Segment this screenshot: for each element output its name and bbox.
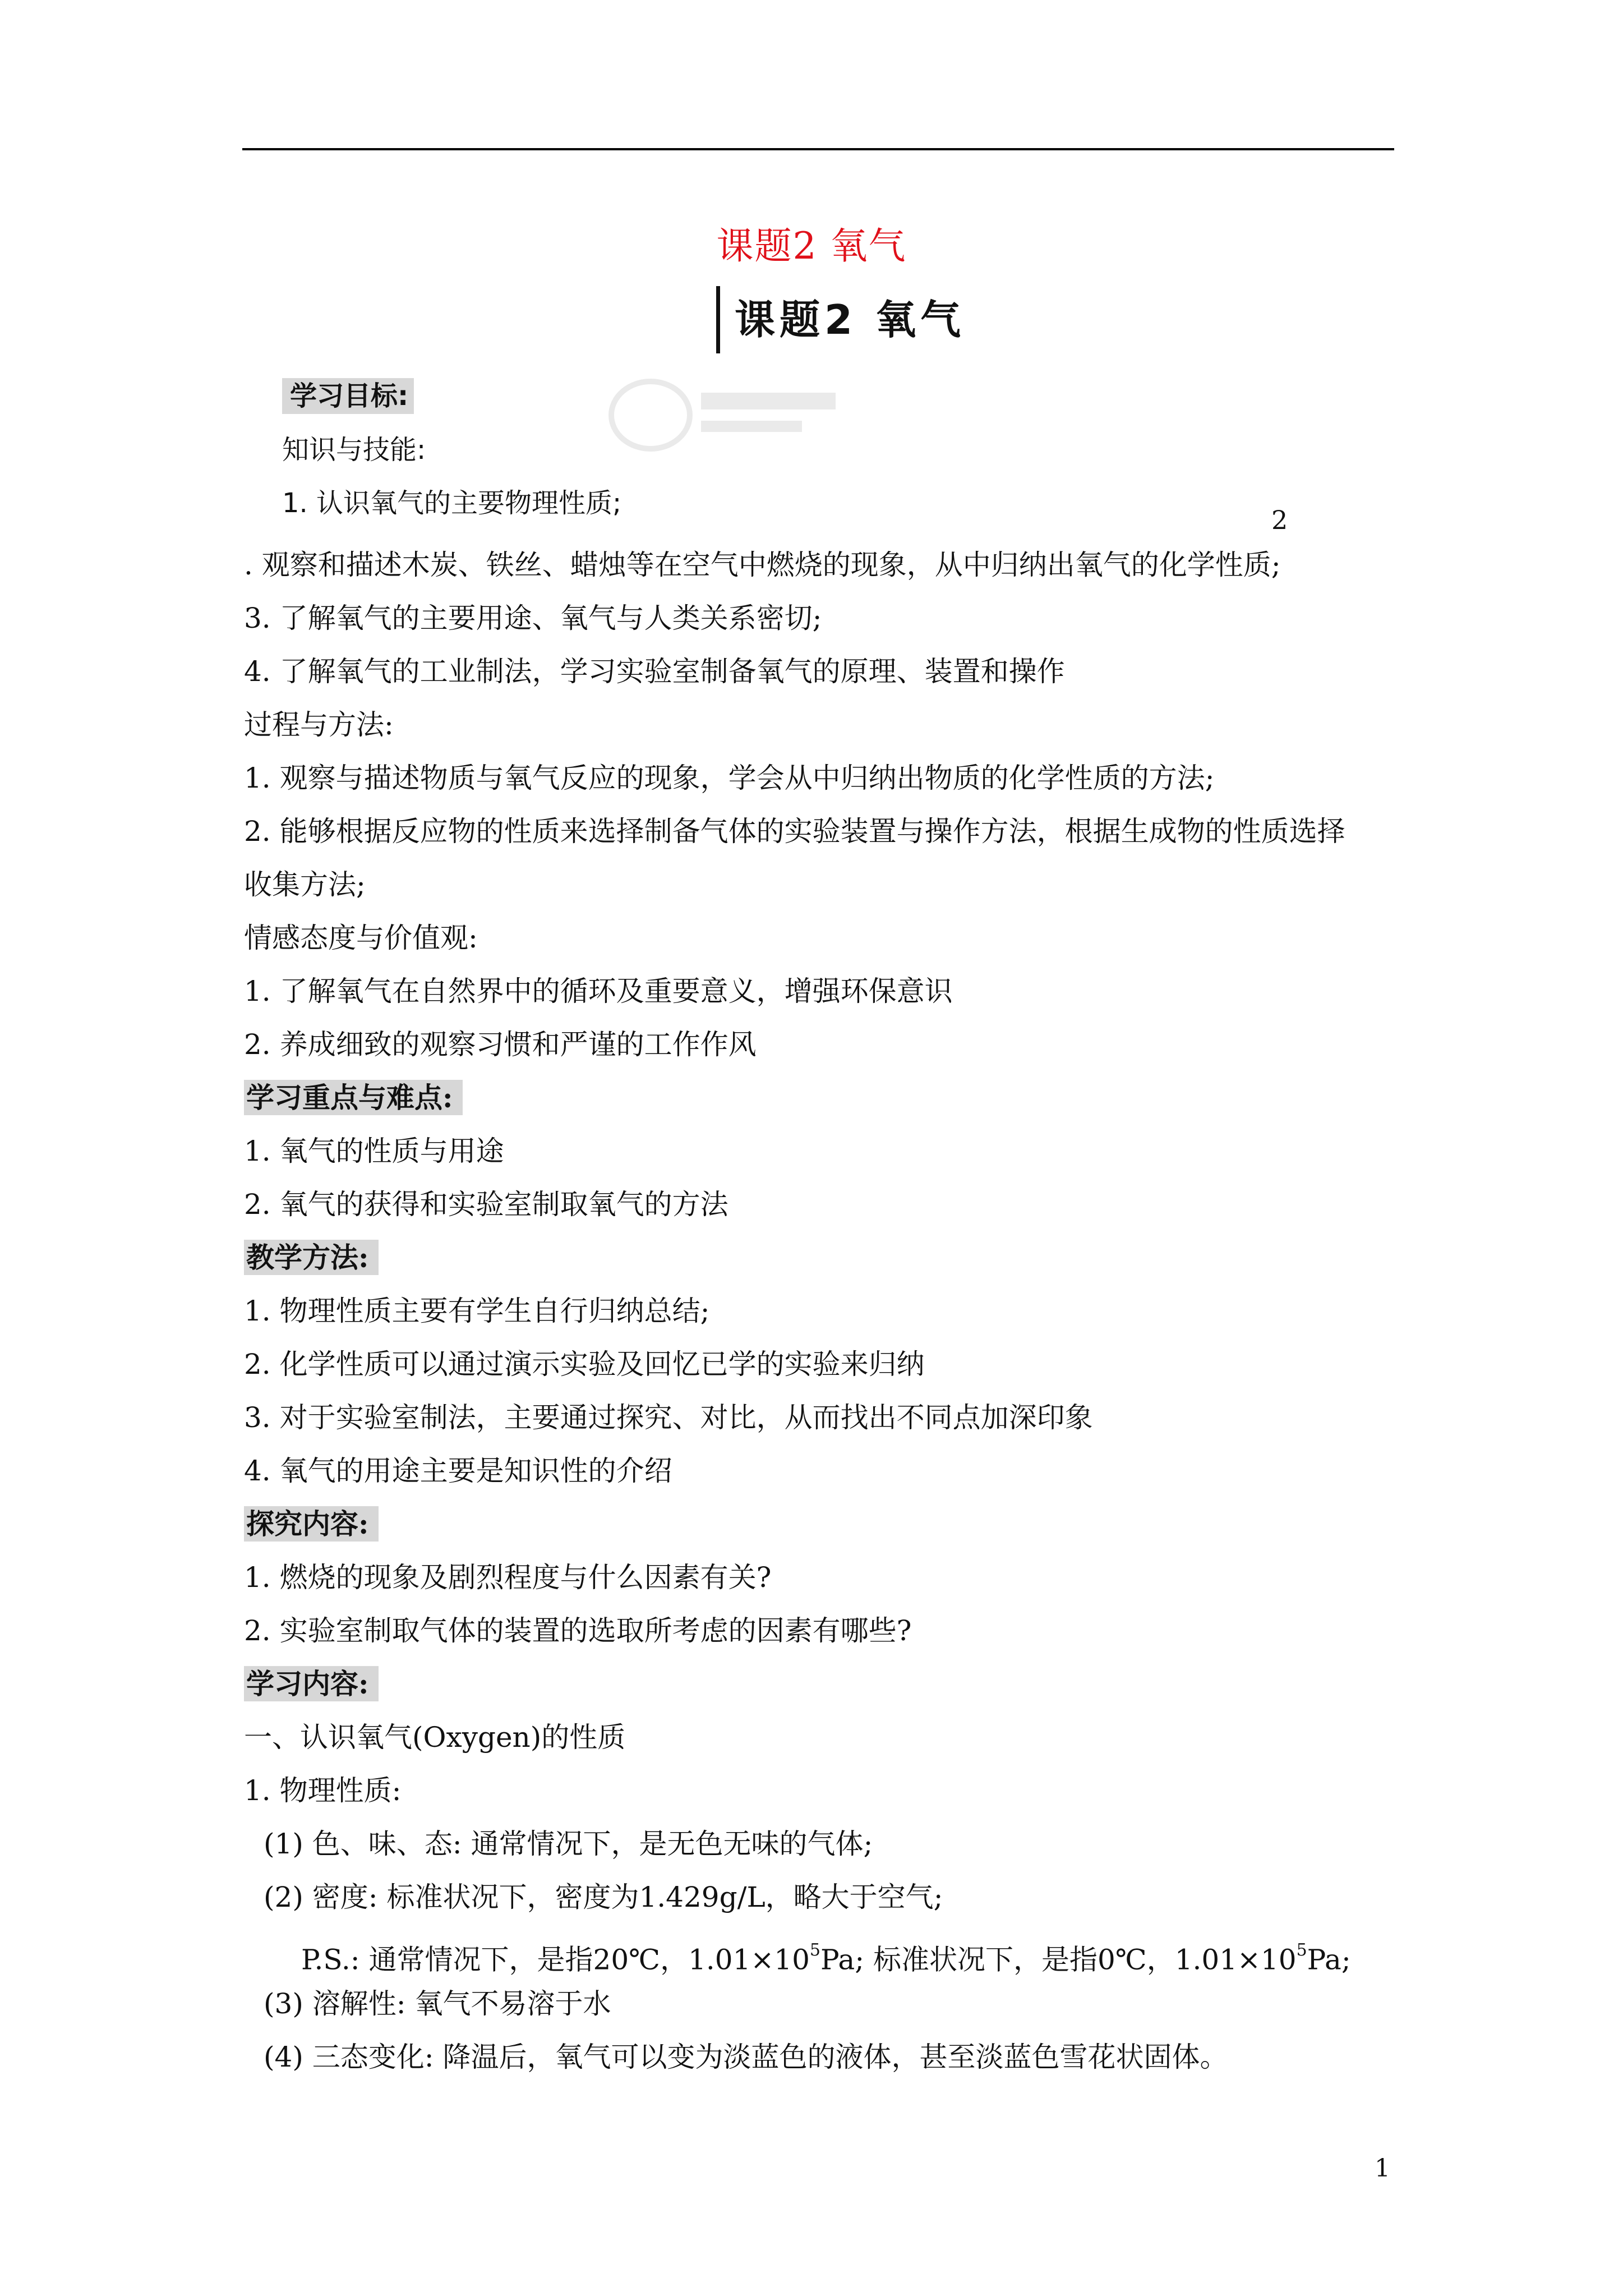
property-states: (4) 三态变化: 降温后，氧气可以变为淡蓝色的液体，甚至淡蓝色雪花状固体。 [264, 2041, 1228, 2073]
inquiry-item-1: 1. 燃烧的现象及剧烈程度与什么因素有关? [244, 1561, 772, 1594]
key-point-1: 1. 氧气的性质与用途 [244, 1135, 504, 1167]
physical-properties-label: 1. 物理性质: [244, 1774, 402, 1807]
property-color: (1) 色、味、态: 通常情况下，是无色无味的气体; [264, 1828, 873, 1860]
key-point-2: 2. 氧气的获得和实验室制取氧气的方法 [244, 1188, 728, 1221]
page-number: 1 [1375, 2154, 1390, 2183]
teaching-methods-heading: 教学方法: [244, 1238, 379, 1277]
inquiry-heading: 探究内容: [244, 1504, 379, 1544]
header-rule [242, 148, 1394, 150]
process-item-2-cont: 收集方法; [244, 868, 366, 901]
objective-item-3: 3. 了解氧气的主要用途、氧气与人类关系密切; [244, 602, 822, 634]
method-1: 1. 物理性质主要有学生自行归纳总结; [244, 1295, 710, 1327]
ps-note: P.S.: 通常情况下，是指20℃，$1.01\times 10^5Pa$; 标准状况下，是指0℃，$1.01\times 10^5Pa$; [301, 1940, 1351, 1976]
title-image: 课题2 氧气 [716, 286, 965, 353]
attitude-item-2: 2. 养成细致的观察习惯和严谨的工作作风 [244, 1028, 757, 1061]
process-item-1: 1. 观察与描述物质与氧气反应的现象，学会从中归纳出物质的化学性质的方法; [244, 762, 1215, 794]
property-solubility: (3) 溶解性: 氧气不易溶于水 [264, 1987, 611, 2020]
method-4: 4. 氧气的用途主要是知识性的介绍 [244, 1455, 672, 1487]
inquiry-item-2: 2. 实验室制取气体的装置的选取所考虑的因素有哪些? [244, 1614, 912, 1647]
process-methods-label: 过程与方法: [244, 708, 394, 741]
attitude-item-1: 1. 了解氧气在自然界中的循环及重要意义，增强环保意识 [244, 975, 953, 1007]
knowledge-skills-label: 知识与技能: [282, 434, 426, 466]
attitude-label: 情感态度与价值观: [244, 922, 478, 954]
section-one-title: 一、认识氧气(Oxygen)的性质 [244, 1721, 626, 1754]
objective-item-2: . 观察和描述木炭、铁丝、蜡烛等在空气中燃烧的现象，从中归纳出氧气的化学性质; [244, 549, 1281, 581]
process-item-2: 2. 能够根据反应物的性质来选择制备气体的实验装置与操作方法，根据生成物的性质选择 [244, 815, 1345, 848]
key-points-heading: 学习重点与难点: [244, 1078, 463, 1117]
page-title: 课题2 氧气 [716, 224, 907, 268]
method-2: 2. 化学性质可以通过演示实验及回忆已学的实验来归纳 [244, 1348, 925, 1381]
objectives-heading: 学习目标: [282, 374, 414, 413]
objective-item-4: 4. 了解氧气的工业制法，学习实验室制备氧气的原理、装置和操作 [244, 655, 1065, 688]
content-heading: 学习内容: [244, 1664, 379, 1704]
stray-number: 2 [1271, 505, 1288, 535]
objective-item-1: 1. 认识氧气的主要物理性质; [282, 487, 622, 519]
watermark-logo [561, 331, 852, 477]
property-density: (2) 密度: 标准状况下，密度为1.429g/L，略大于空气; [264, 1881, 943, 1913]
method-3: 3. 对于实验室制法，主要通过探究、对比，从而找出不同点加深印象 [244, 1401, 1093, 1434]
